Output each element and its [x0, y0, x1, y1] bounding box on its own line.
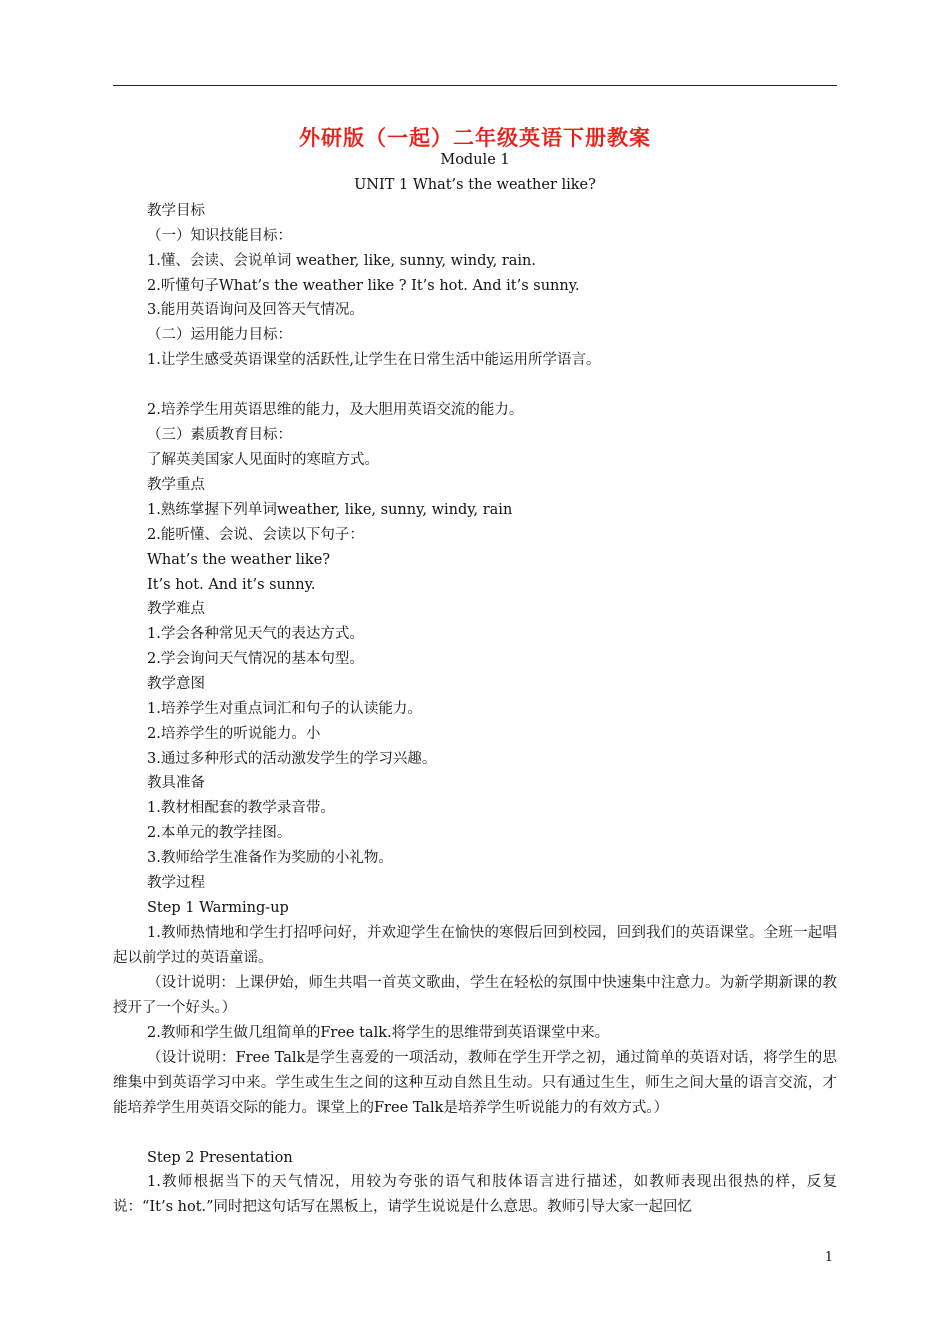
- text-line: 教学重点: [147, 477, 205, 493]
- text-line: 教学过程: [147, 875, 205, 891]
- text-line: 1.熟练掌握下列单词weather, like, sunny, windy, rain: [147, 502, 513, 518]
- header-rule: [113, 85, 837, 86]
- paragraph: 1.教师热情地和学生打招呼问好，并欢迎学生在愉快的寒假后回到校园，回到我们的英语课堂。全班一起唱起以前学过的英语童谣。: [113, 925, 837, 966]
- text-line: 1.学会各种常见天气的表达方式。: [147, 626, 364, 642]
- text-line: 3.教师给学生准备作为奖励的小礼物。: [147, 850, 393, 866]
- step-heading: Step 2 Presentation: [147, 1150, 293, 1166]
- document-title: 外研版（一起）二年级英语下册教案: [299, 126, 651, 150]
- text-line: 2.本单元的教学挂图。: [147, 825, 292, 841]
- text-line: It’s hot. And it’s sunny.: [147, 577, 316, 593]
- text-line: 2.学会询问天气情况的基本句型。: [147, 651, 364, 667]
- text-line: What’s the weather like?: [147, 552, 331, 568]
- text-line: 1.培养学生对重点词汇和句子的认读能力。: [147, 701, 422, 717]
- text-line: 2.培养学生用英语思维的能力，及大胆用英语交流的能力。: [147, 402, 524, 418]
- text-line: 3.通过多种形式的活动激发学生的学习兴趣。: [147, 751, 437, 767]
- text-line: （二）运用能力目标：: [147, 327, 292, 343]
- paragraph: （设计说明：Free Talk是学生喜爱的一项活动，教师在学生开学之初，通过简单的英语对话，将学生的思维集中到英语学习中来。学生或生生之间的这种互动自然且生动。只有通过生生，师生之间大量的语言交流，才能培养学生用英语交际的能力。课堂上的Free Talk是培养学生听说能力的有效方式。）: [113, 1050, 837, 1116]
- text-line: 教学意图: [147, 676, 205, 692]
- paragraph: 2.教师和学生做几组简单的Free talk.将学生的思维带到英语课堂中来。: [147, 1025, 610, 1041]
- text-line: 1.懂、会读、会说单词 weather, like, sunny, windy, rain.: [147, 253, 536, 269]
- text-line: 2.听懂句子What’s the weather like ? It’s hot. And it’s sunny.: [147, 278, 580, 294]
- text-line: 1.让学生感受英语课堂的活跃性,让学生在日常生活中能运用所学语言。: [147, 352, 601, 368]
- unit-heading: UNIT 1 What’s the weather like?: [354, 177, 596, 193]
- text-line: 2.能听懂、会说、会读以下句子：: [147, 527, 364, 543]
- text-line: （一）知识技能目标：: [147, 228, 292, 244]
- paragraph: 1.教师根据当下的天气情况，用较为夸张的语气和肢体语言进行描述，如教师表现出很热的样，反复说：“It’s hot.”同时把这句话写在黑板上，请学生说说是什么意思。教师引导大家一起回忆: [113, 1174, 837, 1215]
- text-line: 1.教材相配套的教学录音带。: [147, 800, 335, 816]
- text-line: 教具准备: [147, 775, 205, 791]
- page-number: 1: [824, 1250, 833, 1265]
- text-line: 了解英美国家人见面时的寒暄方式。: [147, 452, 379, 468]
- paragraph: （设计说明：上课伊始，师生共唱一首英文歌曲，学生在轻松的氛围中快速集中注意力。为新学期新课的教授开了一个好头。）: [113, 975, 837, 1016]
- text-line: 2.培养学生的听说能力。小: [147, 726, 321, 742]
- step-heading: Step 1 Warming-up: [147, 900, 289, 916]
- text-line: （三）素质教育目标：: [147, 427, 292, 443]
- text-line: 教学目标: [147, 203, 205, 219]
- module-heading: Module 1: [440, 152, 510, 168]
- text-line: 教学难点: [147, 601, 205, 617]
- text-line: 3.能用英语询问及回答天气情况。: [147, 302, 364, 318]
